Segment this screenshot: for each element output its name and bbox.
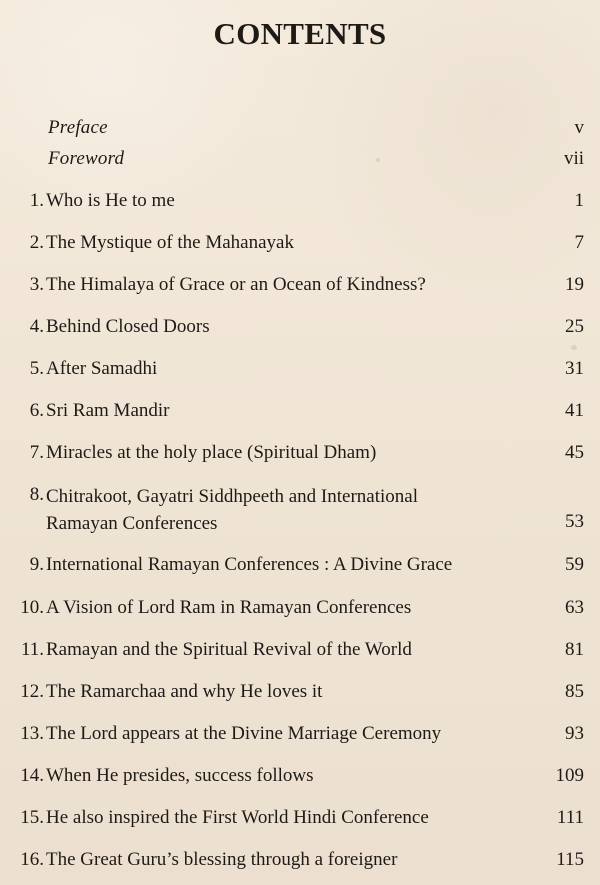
toc-page: 41: [565, 400, 584, 421]
page-title: CONTENTS: [213, 16, 387, 51]
toc-title: Ramayan and the Spiritual Revival of the World: [46, 639, 412, 660]
toc-number: 3.: [29, 274, 44, 295]
toc-page: 1: [574, 190, 584, 211]
toc-page: 45: [565, 442, 584, 463]
toc-title: After Samadhi: [46, 358, 158, 379]
toc-title: International Ramayan Conferences : A Divine Grace: [46, 554, 453, 575]
toc-title: Who is He to me: [46, 190, 175, 211]
toc-page: 111: [556, 807, 584, 828]
toc-page: 109: [555, 765, 584, 786]
toc-title: Behind Closed Doors: [46, 316, 210, 337]
toc-number: 2.: [29, 232, 44, 253]
toc-page: 81: [565, 639, 584, 660]
toc-title: When He presides, success follows: [46, 765, 314, 786]
toc-page: 19: [565, 274, 584, 295]
toc-page: 53: [565, 511, 584, 532]
paper-mark: [571, 345, 577, 350]
toc-page: 7: [574, 232, 584, 253]
toc-title: [46, 483, 514, 537]
toc-number: 10.: [20, 597, 44, 618]
toc-page: 85: [565, 681, 584, 702]
toc-number: 6.: [29, 400, 44, 421]
toc-number: 11.: [20, 639, 44, 660]
toc-title: Miracles at the holy place (Spiritual Dham): [46, 442, 377, 463]
toc-number: 15.: [20, 807, 44, 828]
toc-title: Sri Ram Mandir: [46, 400, 170, 421]
toc-page: 93: [565, 723, 584, 744]
toc-title: The Ramarchaa and why He loves it: [46, 681, 323, 702]
toc-number: 8.: [29, 484, 44, 505]
toc-number: 5.: [29, 358, 44, 379]
toc-number: 14.: [20, 765, 44, 786]
toc-number: 9.: [29, 554, 44, 575]
toc-number: 7.: [29, 442, 44, 463]
toc-title: A Vision of Lord Ram in Ramayan Conferences: [46, 597, 412, 618]
toc-number: 12.: [20, 681, 44, 702]
toc-number: 1.: [29, 190, 44, 211]
toc-title: The Great Guru’s blessing through a foreigner: [46, 849, 398, 870]
toc-page: vii: [563, 148, 584, 169]
toc-title: The Mystique of the Mahanayak: [46, 232, 294, 253]
toc-page: 63: [565, 597, 584, 618]
toc-title: The Himalaya of Grace or an Ocean of Kindness?: [46, 274, 426, 295]
toc-title-line-2: Ramayan Conferences: [46, 513, 218, 534]
toc-page: v: [574, 117, 584, 138]
toc-number: 16.: [20, 849, 44, 870]
toc-number: 4.: [29, 316, 44, 337]
toc-page: 59: [565, 554, 584, 575]
toc-title: The Lord appears at the Divine Marriage Ceremony: [46, 723, 442, 744]
toc-page: 25: [565, 316, 584, 337]
toc-page: 115: [556, 849, 584, 870]
toc-title: Foreword: [48, 148, 125, 169]
toc-title-line-1: Chitrakoot, Gayatri Siddhpeeth and International: [46, 486, 418, 507]
toc-number: 13.: [20, 723, 44, 744]
toc-page: 31: [565, 358, 584, 379]
toc-title: He also inspired the First World Hindi Conference: [46, 807, 429, 828]
toc-title: Preface: [48, 117, 108, 138]
